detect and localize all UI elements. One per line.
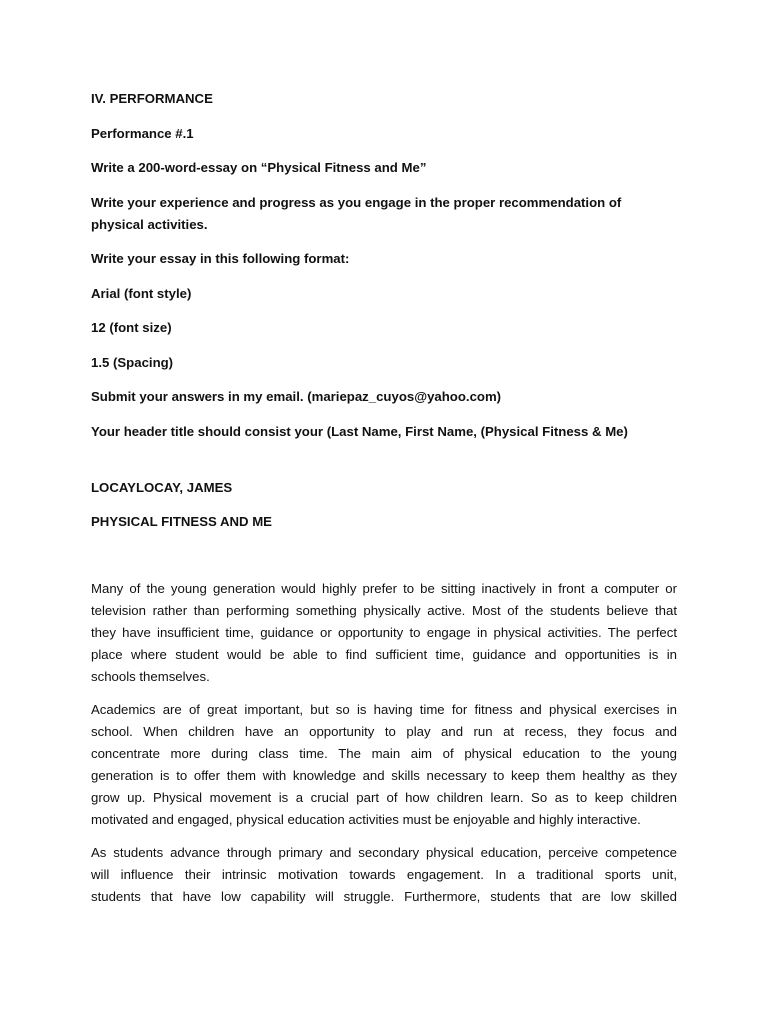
paragraph-line: generation is to offer them with knowledge and skills necessary to keep them healthy as they [91, 768, 677, 783]
paragraph-line: school. When children have an opportunity to play and run at recess, they focus and [91, 724, 677, 739]
paragraph-line: grow up. Physical movement is a crucial part of how children learn. So as to keep children [91, 790, 677, 805]
submit-instruction: Submit your answers in my email. (mariepaz_cuyos@yahoo.com) [91, 389, 502, 404]
paragraph-line: Academics are of great important, but so is having time for fitness and physical exercises in [91, 702, 677, 717]
section-heading: IV. PERFORMANCE [91, 91, 213, 106]
instruction-line: Write your experience and progress as you engage in the proper recommendation of physical activities. [91, 194, 622, 232]
paragraph-line: Many of the young generation would highly prefer to be sitting inactively in front a computer or [91, 581, 677, 596]
essay-title: PHYSICAL FITNESS AND ME [91, 514, 272, 529]
task-line: Write a 200-word-essay on “Physical Fitness and Me” [91, 160, 427, 175]
essay-paragraph-1 [91, 578, 677, 688]
paragraph-line: place where student would be able to find sufficient time, guidance and opportunities is in [91, 647, 677, 662]
paragraph-line: they have insufficient time, guidance or opportunity to engage in physical activities. The perfect [91, 625, 677, 640]
paragraph-line: schools themselves. [91, 669, 210, 684]
format-font-style: Arial (font style) [91, 285, 192, 301]
paragraph-line: students that have low capability will struggle. Furthermore, students that are low skilled [91, 889, 677, 904]
header-title-rule: Your header title should consist your (Last Name, First Name, (Physical Fitness & Me) [91, 423, 628, 439]
format-font-size: 12 (font size) [91, 320, 172, 335]
essay-paragraph-3 [91, 842, 677, 908]
paragraph-line: television rather than performing something physically active. Most of the students believe that [91, 603, 677, 618]
document-page [91, 88, 677, 919]
format-intro: Write your essay in this following format: [91, 251, 350, 266]
format-spacing: 1.5 (Spacing) [91, 354, 174, 370]
paragraph-line: As students advance through primary and secondary physical education, perceive competence [91, 845, 677, 860]
paragraph-line: concentrate more during class time. The main aim of physical education to the young [91, 746, 677, 761]
performance-number: Performance #.1 [91, 125, 194, 141]
essay-paragraph-2 [91, 699, 677, 831]
paragraph-line: will influence their intrinsic motivation towards engagement. In a traditional sports unit, [91, 867, 677, 882]
paragraph-line: motivated and engaged, physical education activities must be enjoyable and highly interactive. [91, 812, 641, 827]
essay-author: LOCAYLOCAY, JAMES [91, 479, 233, 495]
